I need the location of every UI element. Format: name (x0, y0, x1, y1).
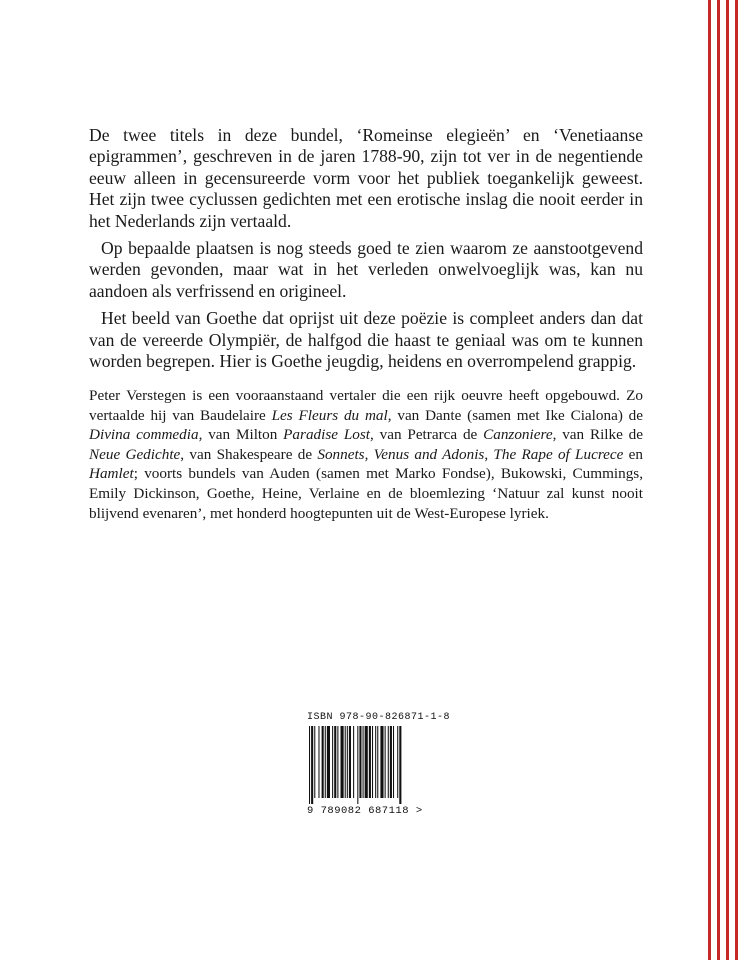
bio-paragraph: Peter Verstegen is een vooraanstaand vertaler die een rijk oeuvre heeft opgebouwd. Zo vertaalde hij van Baudelaire Les Fleurs du mal, van Dante (samen met Ike Cialona) de Divina commedia, van Milton Paradise Lost, van Petrarca de Canzoniere, van Rilke de Neue Gedichte, van Shakespeare de Sonnets, Venus and Adonis, The Rape of Lucrece en Hamlet; voorts bundels van Auden (samen met Marko Fondse), Bukowski, Cummings, Emily Dickinson, Goethe, Heine, Verlaine en de bloemlezing ‘Natuur zal kunst nooit blijvend evenaren’, met honderd hoogtepunten uit de West-Europese lyriek. (89, 387, 644, 522)
barcode-bar (314, 726, 315, 798)
barcode-bars (307, 726, 437, 804)
barcode-bar (377, 726, 378, 798)
translator-bio (89, 386, 643, 523)
isbn-label: ISBN 978-90-826871-1-8 (307, 712, 451, 723)
red-stripe (708, 0, 711, 960)
barcode-bar (327, 726, 330, 798)
barcode-bar (375, 726, 376, 798)
barcode-bar (334, 726, 336, 798)
barcode-bar (345, 726, 346, 798)
barcode-bar (357, 726, 358, 804)
blurb-paragraph-2: Op bepaalde plaatsen is nog steeds goed te zien waarom ze aanstootgevend werden gevonden, maar wat in het verleden onwelvoeglijk was, kan nu aandoen als verfrissend en origineel. (89, 238, 643, 301)
barcode-bar (388, 726, 389, 798)
barcode-bar (399, 726, 401, 804)
barcode-bar (309, 726, 310, 804)
isbn-barcode (307, 712, 451, 817)
red-stripe (735, 0, 738, 960)
barcode-digits: 9 789082 687118 > (307, 805, 423, 817)
barcode-bar (347, 726, 348, 798)
barcode-bar (397, 726, 398, 798)
barcode-bar (372, 726, 373, 798)
barcode-bar (325, 726, 326, 798)
barcode-bar (359, 726, 361, 798)
barcode-bar (337, 726, 338, 798)
barcode-bar (353, 726, 354, 798)
barcode-bar (318, 726, 319, 798)
barcode-bar (385, 726, 386, 798)
barcode-bar (369, 726, 371, 798)
barcode-bar (311, 726, 313, 804)
barcode-bar (363, 726, 364, 798)
barcode-bar (322, 726, 324, 798)
blurb-paragraph-3: Het beeld van Goethe dat oprijst uit deze poëzie is compleet anders dan dat van de vereerde Olympiër, de halfgod die haast te geniaal was om te kunnen worden begrepen. Hier is Goethe jeugdig, heidens en overrompelend grappig. (89, 308, 643, 372)
barcode-bar (349, 726, 351, 798)
barcode-bar (380, 726, 383, 798)
barcode-bar (332, 726, 333, 798)
barcode-bar (365, 726, 368, 798)
barcode-bar (341, 726, 344, 798)
red-stripes-border (702, 0, 742, 960)
barcode-bar (393, 726, 394, 798)
red-stripe (726, 0, 729, 960)
blurb-paragraph-1: De twee titels in deze bundel, ‘Romeinse elegieën’ en ‘Venetiaanse epigrammen’, geschreven in de jaren 1788-90, zijn tot ver in de negentiende eeuw alleen in gecensureerde vorm voor het publiek toegankelijk geweest. Het zijn twee cyclussen gedichten met een erotische inslag die nooit eerder in het Nederlands zijn vertaald. (89, 125, 643, 231)
barcode-bar (390, 726, 392, 798)
red-stripe (717, 0, 720, 960)
blurb (89, 125, 643, 378)
